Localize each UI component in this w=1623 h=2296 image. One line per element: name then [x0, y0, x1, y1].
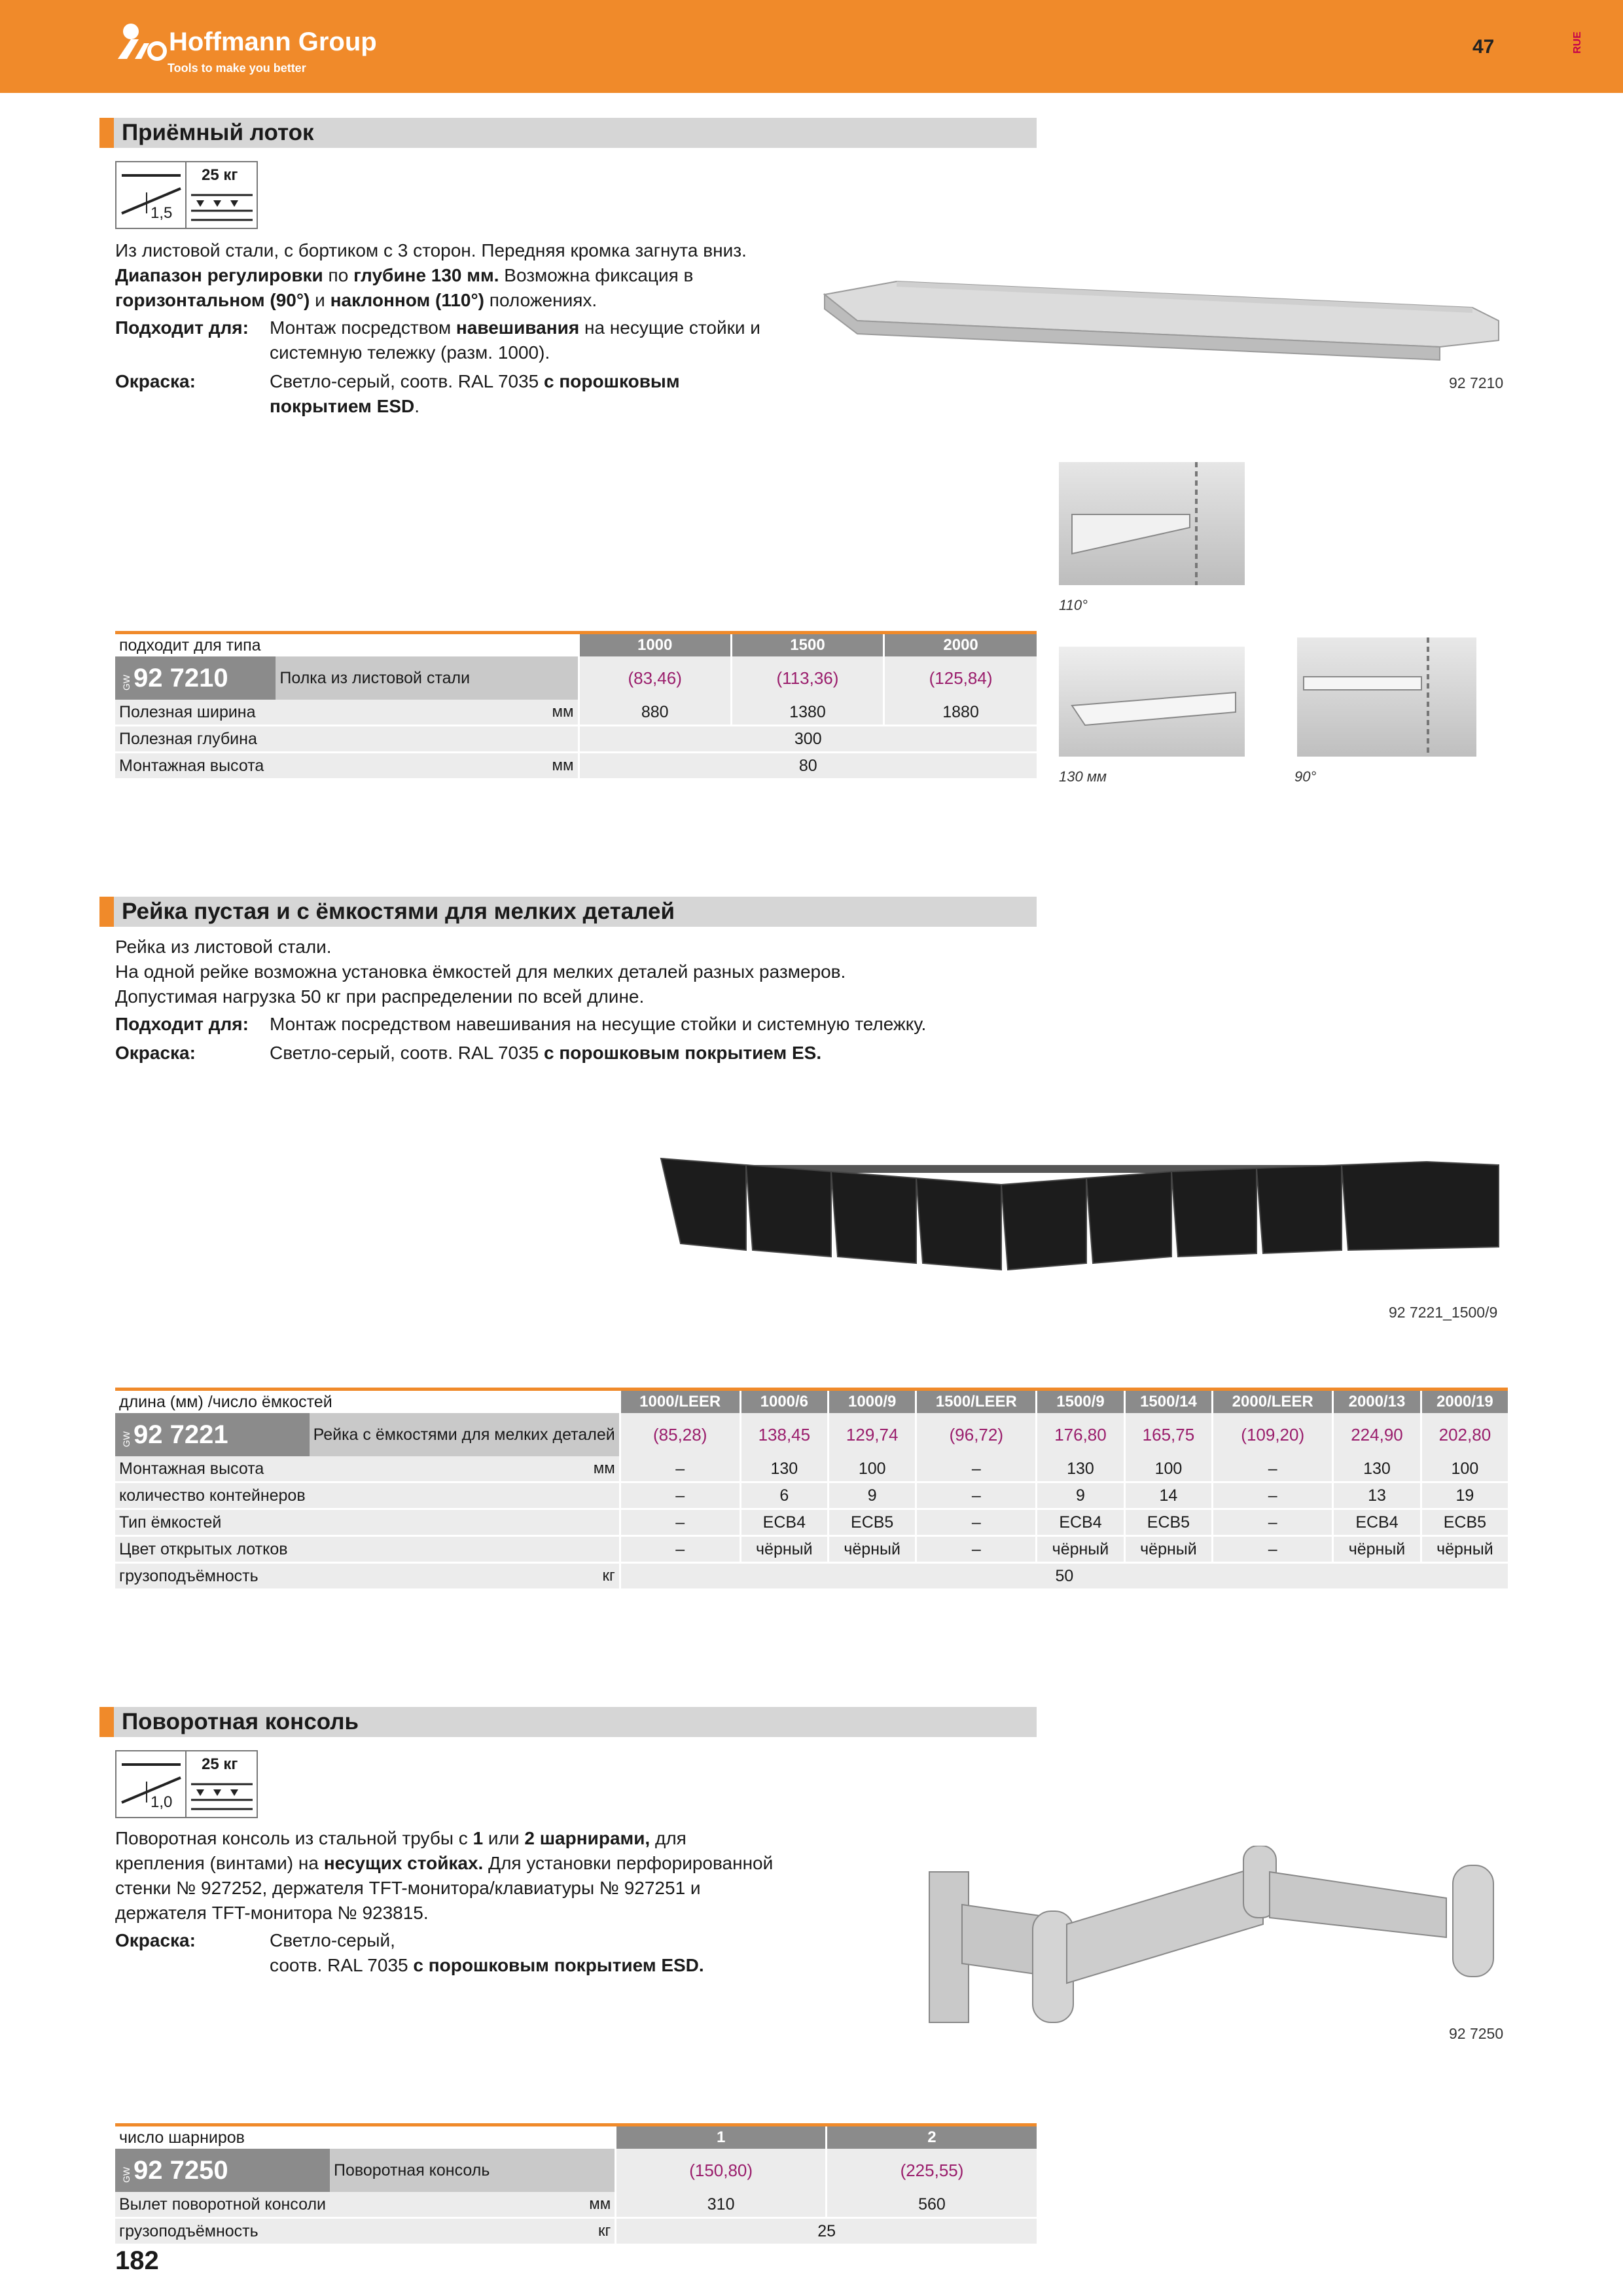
price: 202,80 [1421, 1413, 1508, 1456]
column-header: 2000/19 [1421, 1390, 1508, 1414]
image-artno: 92 7250 [1449, 2025, 1504, 2042]
tilt-value: 1,0 [151, 1793, 173, 1811]
price: 138,45 [740, 1413, 828, 1456]
caption-90: 90° [1294, 768, 1317, 785]
article-number: 92 7221 [134, 1420, 228, 1449]
brand-name: Hoffmann Group [169, 27, 377, 56]
price: (150,80) [616, 2149, 827, 2192]
table-row: грузоподъёмность кг 25 [115, 2218, 1037, 2245]
table-row: Цвет открытых лотков – чёрный чёрный – чёрный чёрный – чёрный чёрный [115, 1536, 1508, 1563]
price: 176,80 [1037, 1413, 1124, 1456]
section-title-swivel-console: Поворотная консоль [99, 1707, 1037, 1737]
paint-label: Окраска: [115, 1930, 196, 1950]
image-artno: 92 7210 [1449, 374, 1504, 391]
fits-label: Подходит для: [115, 317, 249, 338]
price: 224,90 [1333, 1413, 1421, 1456]
article-description: Рейка с ёмкостями для мелких деталей [310, 1413, 620, 1456]
caption-130: 130 мм [1059, 768, 1107, 785]
desc-line: горизонтальном (90°) и наклонном (110°) положениях. [115, 290, 597, 310]
page-number-bottom: 182 [115, 2246, 159, 2275]
price: (96,72) [916, 1413, 1037, 1456]
table-row: Вылет поворотной консоли мм 310 560 [115, 2192, 1037, 2218]
detail-photo-90 [1297, 637, 1476, 757]
receiving-tray-image [818, 262, 1512, 367]
article-number: 92 7250 [134, 2155, 228, 2185]
swivel-console-image [923, 1846, 1525, 2042]
price: (85,28) [620, 1413, 740, 1456]
brand-tagline: Tools to make you better [168, 62, 306, 75]
price: 129,74 [829, 1413, 916, 1456]
table-row: Тип ёмкостей – ECB4 ECB5 – ECB4 ECB5 – ECB4 ECB5 [115, 1509, 1508, 1536]
language-tag: RUE [1572, 31, 1583, 54]
column-header: 1500/LEER [916, 1390, 1037, 1414]
detail-photo-130 [1059, 647, 1245, 757]
column-header: 2000/13 [1333, 1390, 1421, 1414]
load-value: 25 кг [202, 166, 238, 184]
table-header-label: длина (мм) /число ёмкостей [115, 1390, 620, 1414]
section2-description: Рейка из листовой стали. На одной рейке возможна установка ёмкостей для мелких деталей разных размеров. Допустимая нагрузка 50 кг при распределении по всей длине. [115, 937, 846, 1007]
section3-description: Поворотная консоль из стальной трубы с 1 или 2 шарнирами, для крепления (винтами) на несущих стойках. Для установки перфорированной стенки № 927252, держателя TFT-монитора/клавиатуры № 927251 и держателя TFT-монитора № 923815. [115, 1828, 774, 1923]
spec-table-927210 [115, 631, 1037, 780]
table-row: грузоподъёмность кг 50 [115, 1563, 1508, 1590]
hoffmann-logo-icon [111, 20, 171, 63]
article-description: Поворотная консоль [330, 2149, 616, 2192]
paint-text: Светло-серый, соотв. RAL 7035 с порошковым покрытием ESD. [270, 1930, 704, 1975]
fits-text: Монтаж посредством навешивания на несущие стойки и системную тележку (разм. 1000). [270, 317, 760, 363]
column-header: 2000 [884, 633, 1037, 657]
article-number-cell: GW92 7210 [115, 656, 276, 700]
column-header: 1 [616, 2125, 827, 2149]
column-header: 1500/14 [1124, 1390, 1213, 1414]
price: (225,55) [826, 2149, 1037, 2192]
article-number: 92 7210 [134, 663, 228, 692]
rail-bins-image [654, 1152, 1505, 1283]
column-header: 2 [826, 2125, 1037, 2149]
spec-table-927250 [115, 2123, 1037, 2246]
paint-text: Светло-серый, соотв. RAL 7035 с порошковым покрытием ESD. [270, 371, 680, 416]
desc-line: Диапазон регулировки по глубине 130 мм. Возможна фиксация в [115, 265, 694, 285]
column-header: 1000/6 [740, 1390, 828, 1414]
column-header: 1500 [731, 633, 883, 657]
load-value: 25 кг [202, 1755, 238, 1773]
column-header: 1000/9 [829, 1390, 916, 1414]
paint-label: Окраска: [115, 371, 196, 391]
column-header: 1000 [579, 633, 731, 657]
price: (125,84) [884, 656, 1037, 700]
table-row: количество контейнеров – 6 9 – 9 14 – 13 19 [115, 1482, 1508, 1509]
load-rating-icon [115, 161, 258, 229]
image-artno: 92 7221_1500/9 [1389, 1304, 1498, 1321]
caption-110: 110° [1059, 597, 1088, 613]
article-description: Полка из листовой стали [276, 656, 579, 700]
column-header: 1500/9 [1037, 1390, 1124, 1414]
price: 165,75 [1124, 1413, 1213, 1456]
paint-label: Окраска: [115, 1043, 196, 1063]
desc-line: Из листовой стали, с бортиком с 3 сторон. Передняя кромка загнута вниз. [115, 240, 747, 260]
article-number-cell: GW92 7221 [115, 1413, 310, 1456]
column-header: 1000/LEER [620, 1390, 740, 1414]
paint-text: Светло-серый, соотв. RAL 7035 с порошковым покрытием ES. [270, 1043, 822, 1063]
section-title-receiving-tray: Приёмный лоток [99, 118, 1037, 148]
price: (109,20) [1213, 1413, 1333, 1456]
detail-photo-110 [1059, 462, 1245, 585]
section1-description [115, 238, 835, 313]
table-header-label: число шарниров [115, 2125, 616, 2149]
section-title-rail: Рейка пустая и с ёмкостями для мелких деталей [99, 897, 1037, 927]
fits-text: Монтаж посредством навешивания на несущие стойки и системную тележку. [270, 1014, 927, 1034]
table-row: Полезная глубина 300 [115, 726, 1037, 753]
article-number-cell: GW92 7250 [115, 2149, 330, 2192]
load-rating-icon [115, 1750, 258, 1818]
price: (113,36) [731, 656, 883, 700]
spec-table-927221 [115, 1388, 1508, 1590]
table-row: Полезная ширина мм 880 1380 1880 [115, 700, 1037, 726]
price: (83,46) [579, 656, 731, 700]
table-row: Монтажная высота мм 80 [115, 753, 1037, 780]
tilt-value: 1,5 [151, 204, 173, 222]
column-header: 2000/LEER [1213, 1390, 1333, 1414]
table-row: Монтажная высота мм – 130 100 – 130 100 – 130 100 [115, 1456, 1508, 1482]
fits-label: Подходит для: [115, 1014, 249, 1034]
table-header-label: подходит для типа [115, 633, 579, 657]
page-number-top: 47 [1472, 36, 1495, 58]
